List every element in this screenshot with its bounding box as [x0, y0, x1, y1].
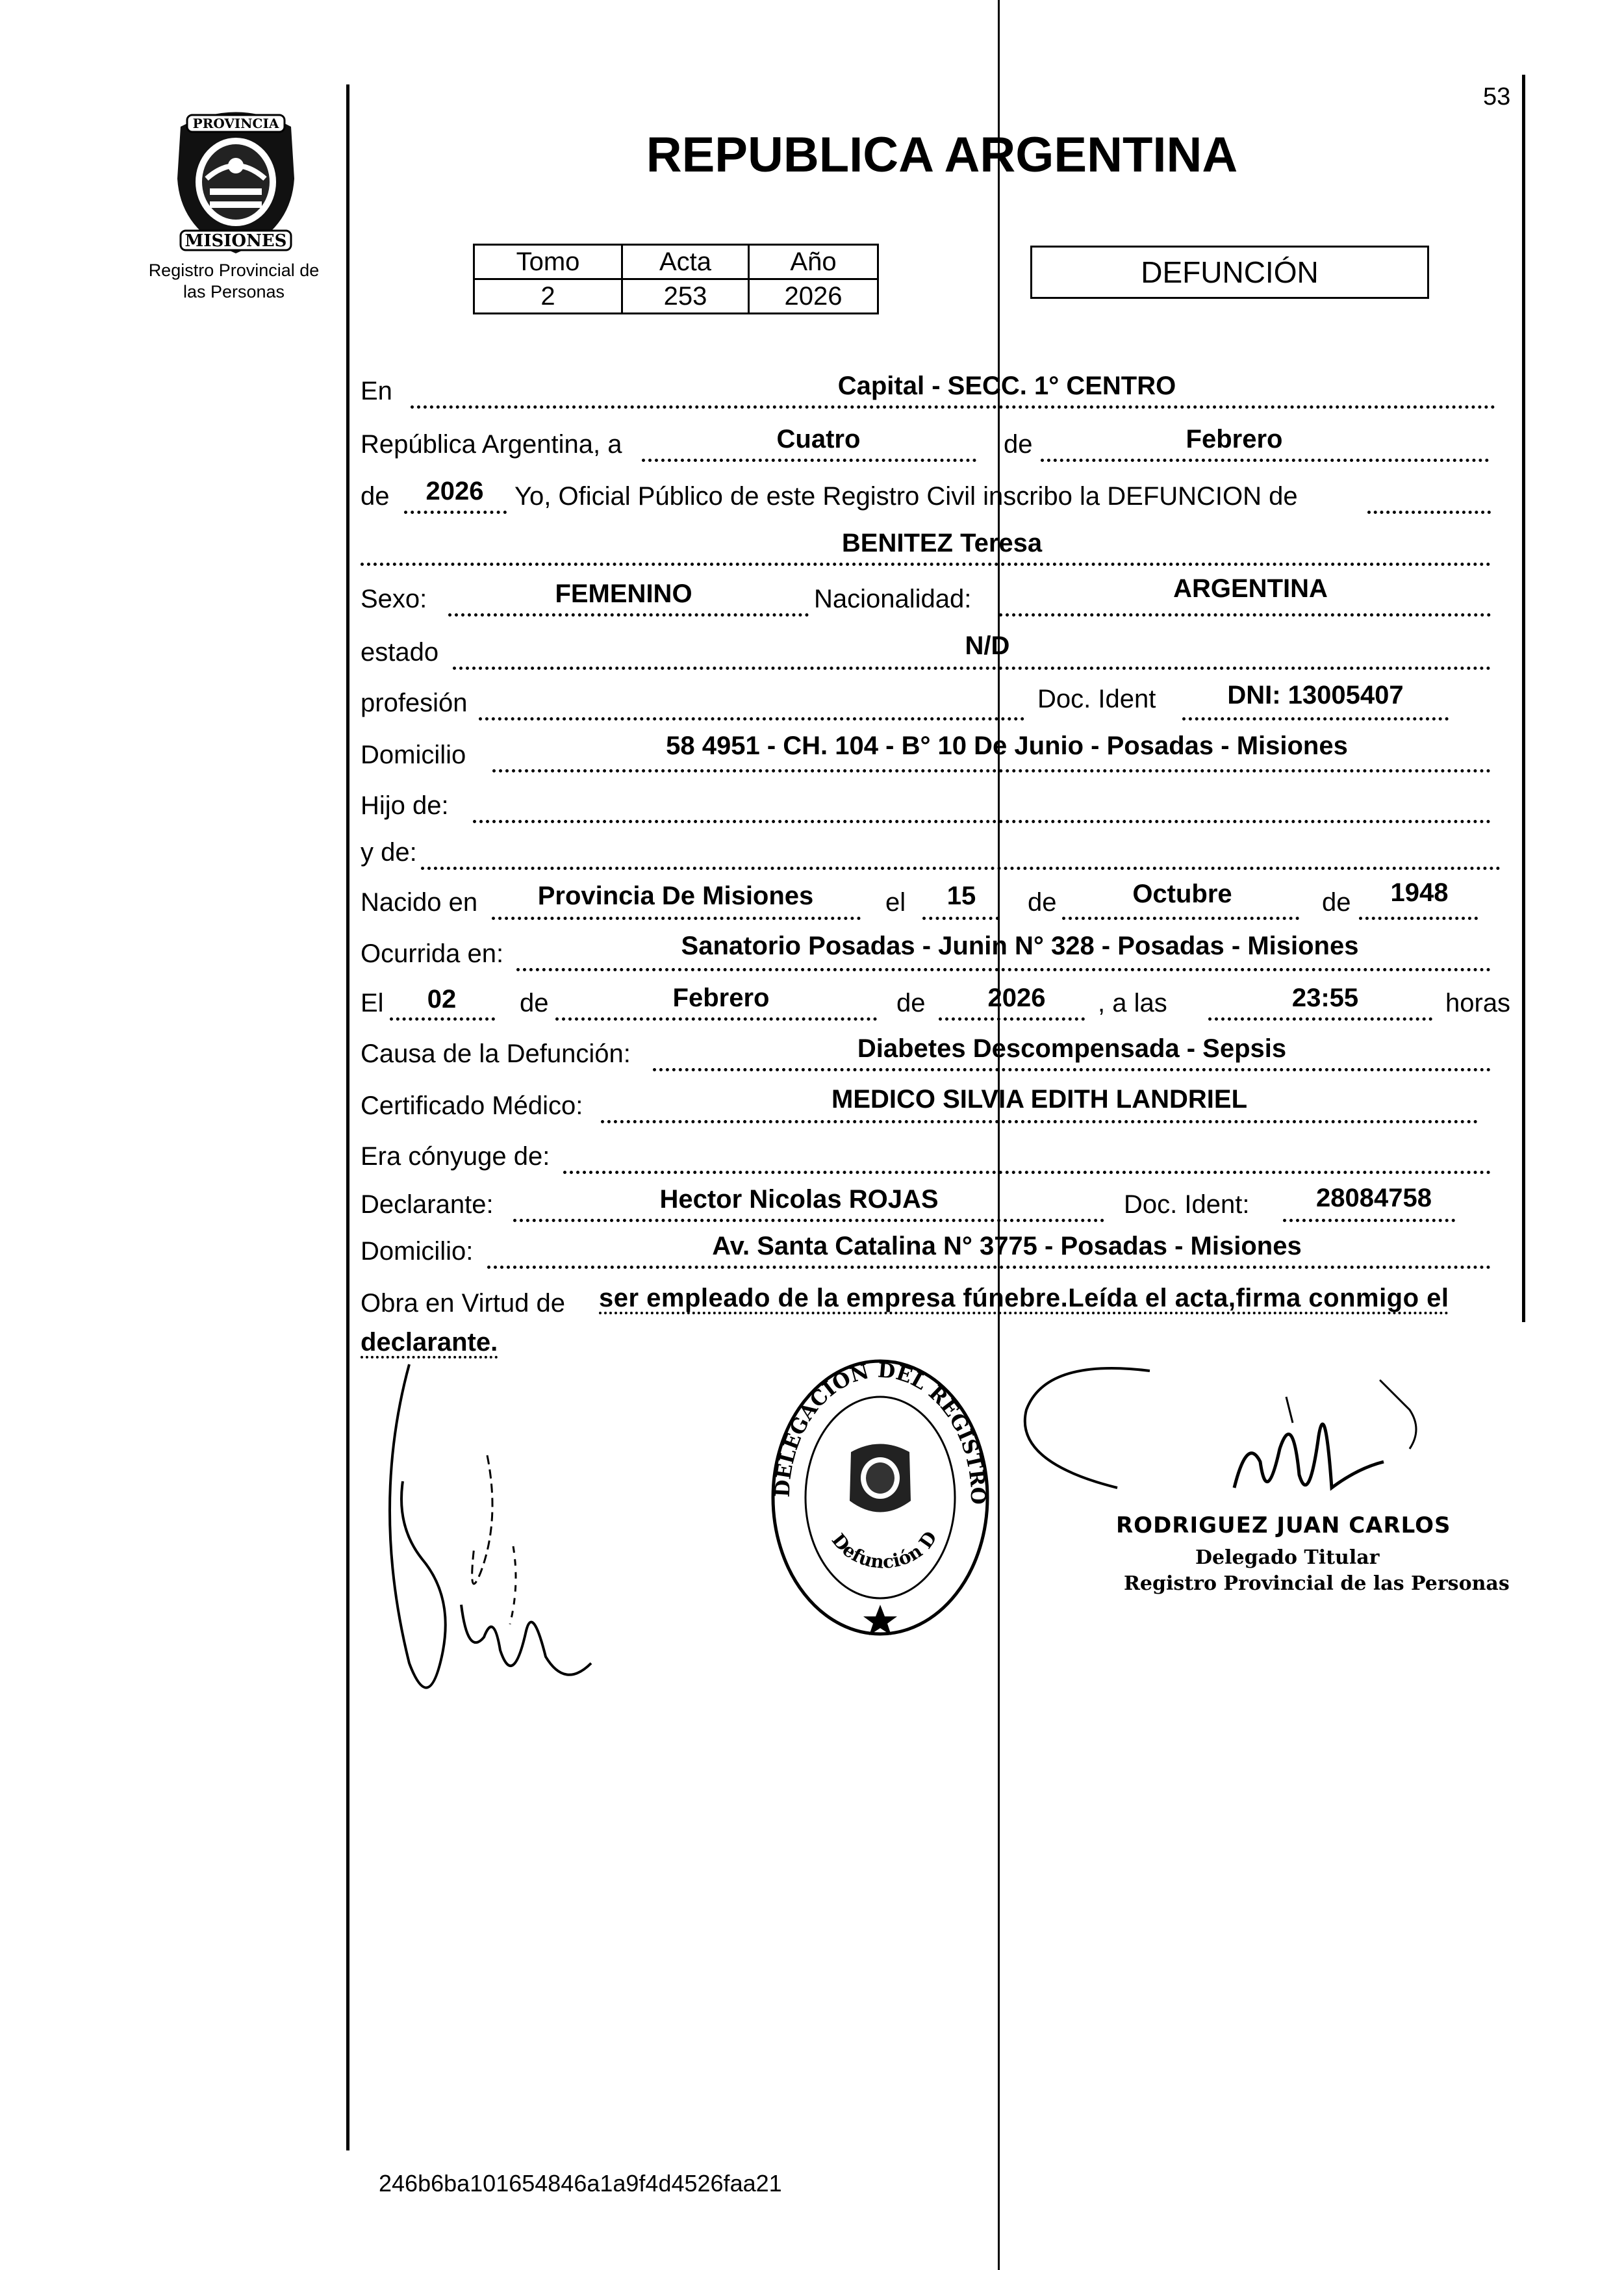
dots-conyuge — [563, 1171, 1491, 1174]
label-certificado: Certificado Médico: — [361, 1091, 583, 1120]
value-def-anio: 2026 — [987, 984, 1046, 1012]
label-horas: horas — [1445, 989, 1511, 1017]
left-border-line — [346, 84, 349, 2150]
dots-ocurrida-en — [516, 968, 1491, 971]
registry-name-line1: Registro Provincial de — [148, 261, 320, 280]
value-ocurrida-en: Sanatorio Posadas - Junin N° 328 - Posadas - Misiones — [681, 932, 1359, 960]
signatory-name: RODRIGUEZ JUAN CARLOS — [1116, 1512, 1451, 1538]
ref-header-anio: Año — [749, 245, 878, 279]
value-nacionalidad: ARGENTINA — [1173, 574, 1328, 603]
label-domicilio-declarante: Domicilio: — [361, 1237, 474, 1266]
right-border-line — [1522, 75, 1525, 1322]
value-nac-dia: 15 — [946, 882, 976, 910]
ref-value-anio: 2026 — [749, 279, 878, 314]
dots-mes — [1041, 459, 1489, 462]
dots-nac-anio — [1359, 917, 1478, 920]
dots-nacido-en — [492, 917, 861, 920]
label-republica: República Argentina, a — [361, 430, 622, 459]
value-nacido-en: Provincia De Misiones — [537, 882, 814, 910]
svg-text:PROVINCIA: PROVINCIA — [192, 116, 279, 131]
label-a-las: , a las — [1098, 989, 1167, 1017]
stamp-inner-text: Defunción D — [827, 1527, 942, 1573]
label-doc-ident-declarante: Doc. Ident: — [1124, 1190, 1250, 1219]
value-dia-texto: Cuatro — [776, 425, 861, 453]
ref-value-acta: 253 — [622, 279, 749, 314]
scan-center-line — [998, 0, 1000, 2270]
value-domicilio-declarante: Av. Santa Catalina N° 3775 - Posadas - Misiones — [712, 1232, 1302, 1260]
signatory-office: Registro Provincial de las Personas — [1124, 1572, 1510, 1595]
label-profesion: profesión — [361, 689, 468, 717]
label-ocurrida-en: Ocurrida en: — [361, 939, 504, 968]
official-stamp — [760, 1345, 1000, 1650]
value-lugar: Capital - SECC. 1° CENTRO — [837, 372, 1176, 400]
declarante-signature — [370, 1351, 604, 1715]
label-nacido-en: Nacido en — [361, 888, 478, 917]
value-mes-inscripcion: Febrero — [1186, 425, 1283, 453]
dots-anio — [404, 511, 507, 514]
value-domicilio: 58 4951 - CH. 104 - B° 10 De Junio - Posadas - Misiones — [666, 732, 1348, 760]
label-el-nac: el — [885, 888, 906, 917]
value-nac-mes: Octubre — [1132, 880, 1232, 908]
value-declarante: Hector Nicolas ROJAS — [659, 1185, 939, 1214]
dots-hijo-de — [473, 820, 1491, 823]
registry-name-line2: las Personas — [183, 282, 285, 301]
label-de-mes: de — [1004, 430, 1033, 459]
value-estado: N/D — [965, 631, 1010, 660]
label-doc-ident: Doc. Ident — [1037, 685, 1156, 713]
ref-value-tomo: 2 — [474, 279, 622, 314]
dots-def-dia — [390, 1017, 495, 1021]
label-en: En — [361, 377, 392, 405]
value-nombre: BENITEZ Teresa — [841, 529, 1043, 557]
dots-declarante — [513, 1219, 1104, 1222]
value-anio-inscripcion: 2026 — [425, 477, 484, 505]
value-documento: DNI: 13005407 — [1227, 681, 1404, 709]
signatory-role: Delegado Titular — [1195, 1546, 1380, 1569]
page-number: 53 — [1483, 83, 1511, 110]
dots-estado — [453, 667, 1491, 670]
label-nacionalidad: Nacionalidad: — [814, 585, 972, 613]
dots-nombre-start — [1367, 511, 1491, 514]
dots-doc-ident — [1182, 717, 1449, 721]
label-de-anio: de — [361, 482, 390, 511]
document-type-box — [1030, 246, 1429, 299]
label-yo-oficial: Yo, Oficial Público de este Registro Civil inscribo la DEFUNCION de — [514, 482, 1298, 511]
label-conyuge: Era cónyuge de: — [361, 1142, 550, 1171]
value-sexo: FEMENINO — [555, 580, 692, 608]
stamp-outer-text: DELEGACION DEL REGISTRO — [770, 1358, 990, 1505]
label-declarante: Declarante: — [361, 1190, 494, 1219]
label-de-def-anio: de — [896, 989, 926, 1017]
dots-nac-mes — [1062, 917, 1299, 920]
dots-dia — [642, 459, 976, 462]
dots-sexo — [448, 613, 809, 617]
dots-def-anio — [939, 1017, 1085, 1021]
value-causa: Diabetes Descompensada - Sepsis — [857, 1034, 1287, 1063]
value-def-hora: 23:55 — [1291, 984, 1359, 1012]
ref-header-tomo: Tomo — [474, 245, 622, 279]
value-declarante-doc: 28084758 — [1316, 1184, 1432, 1212]
value-nac-anio: 1948 — [1390, 878, 1449, 907]
value-obra-line1: ser empleado de la empresa fúnebre.Leída el acta,firma conmigo el — [599, 1284, 1449, 1312]
dots-def-hora — [1208, 1017, 1432, 1021]
label-sexo: Sexo: — [361, 585, 427, 613]
document-hash: 246b6ba101654846a1a9f4d4526faa21 — [379, 2170, 782, 2197]
page-title: REPUBLICA ARGENTINA — [646, 127, 1238, 183]
dots-nombre — [361, 563, 1491, 566]
registry-name — [117, 260, 351, 303]
value-certificado: MEDICO SILVIA EDITH LANDRIEL — [831, 1085, 1247, 1114]
dots-y-de — [421, 867, 1501, 870]
dots-causa — [653, 1068, 1491, 1071]
label-estado: estado — [361, 638, 439, 667]
label-de-nac-anio: de — [1322, 888, 1351, 917]
dots-certificado — [601, 1120, 1478, 1123]
registry-emblem — [161, 101, 311, 257]
value-obra-line2: declarante. — [361, 1328, 498, 1357]
label-causa: Causa de la Defunción: — [361, 1039, 631, 1068]
ref-header-acta: Acta — [622, 245, 749, 279]
dots-en — [411, 405, 1495, 409]
dots-def-mes — [555, 1017, 877, 1021]
reference-table — [473, 244, 879, 314]
dots-declarante-doc — [1283, 1219, 1455, 1222]
value-def-dia: 02 — [427, 985, 457, 1014]
label-domicilio: Domicilio — [361, 741, 466, 769]
dots-profesion — [479, 717, 1024, 721]
label-el-def: El — [361, 989, 384, 1017]
label-de-def-mes: de — [520, 989, 549, 1017]
dots-domicilio — [492, 769, 1491, 772]
label-y-de: y de: — [361, 838, 417, 867]
dots-domicilio-declarante — [487, 1266, 1491, 1269]
value-def-mes: Febrero — [672, 984, 770, 1012]
label-de-nac-mes: de — [1028, 888, 1057, 917]
label-obra-en-virtud: Obra en Virtud de — [361, 1289, 566, 1318]
label-hijo-de: Hijo de: — [361, 791, 449, 820]
document-type: DEFUNCIÓN — [1141, 255, 1319, 289]
dots-nac-dia — [922, 917, 999, 920]
dots-nacionalidad — [999, 613, 1491, 617]
svg-text:MISIONES: MISIONES — [184, 231, 287, 251]
